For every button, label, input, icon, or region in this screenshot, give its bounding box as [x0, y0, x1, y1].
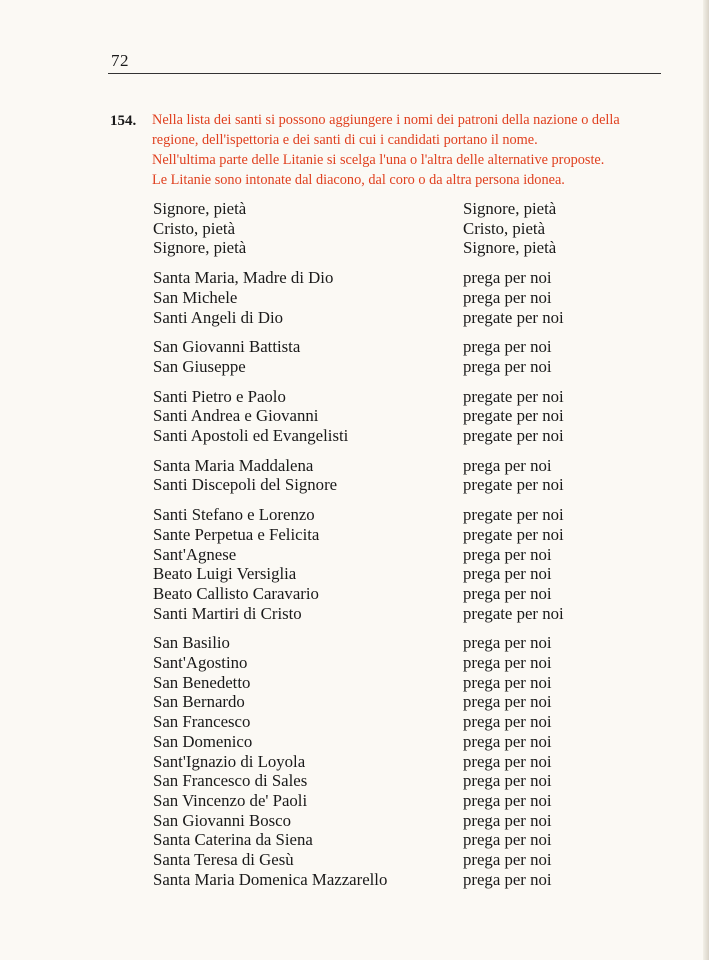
litany-row	[153, 692, 633, 712]
response-text: prega per noi	[463, 850, 552, 870]
rubric-line: Nella lista dei santi si possono aggiungere i nomi dei patroni della nazione o della	[152, 112, 620, 128]
response-text: prega per noi	[463, 633, 552, 653]
response-text: pregate per noi	[463, 386, 564, 406]
response-text: prega per noi	[463, 672, 552, 692]
invocation-text: Beato Luigi Versiglia	[153, 564, 297, 584]
invocation-text: San Giovanni Bosco	[153, 810, 291, 830]
response-text: pregate per noi	[463, 307, 564, 327]
response-text: prega per noi	[463, 356, 552, 376]
litany-row	[153, 633, 633, 653]
litany-row	[153, 584, 633, 604]
invocation-text: Santa Maria Domenica Mazzarello	[153, 869, 388, 889]
section-number: 154.	[110, 113, 137, 129]
litany-row	[153, 673, 633, 693]
litany-row	[153, 475, 633, 495]
invocation-text: Sant'Agostino	[153, 653, 248, 673]
response-text: Signore, pietà	[463, 238, 557, 258]
response-text: prega per noi	[463, 810, 552, 830]
invocation-text: Santi Stefano e Lorenzo	[153, 505, 315, 525]
litany-row	[153, 505, 633, 525]
invocation-text: Santi Andrea e Giovanni	[153, 406, 319, 426]
invocation-text: San Giovanni Battista	[153, 337, 301, 357]
response-text: pregate per noi	[463, 505, 564, 525]
litany-row	[153, 337, 633, 357]
litany-row	[153, 268, 633, 288]
litany-row	[153, 791, 633, 811]
invocation-text: Sante Perpetua e Felicita	[153, 524, 320, 544]
litany-row	[153, 357, 633, 377]
response-text: prega per noi	[463, 583, 552, 603]
response-text: prega per noi	[463, 564, 552, 584]
litany-row	[153, 653, 633, 673]
litany-row	[153, 545, 633, 565]
response-text: Signore, pietà	[463, 199, 557, 218]
rubric	[152, 110, 667, 190]
litany-group	[153, 633, 633, 889]
response-text: prega per noi	[463, 337, 552, 357]
litany-row	[153, 426, 633, 446]
response-text: prega per noi	[463, 692, 552, 712]
rubric-line: Nell'ultima parte delle Litanie si scelga l'una o l'altra delle alternative proposte.	[152, 152, 605, 168]
invocation-text: Signore, pietà	[153, 238, 247, 258]
invocation-text: Santi Apostoli ed Evangelisti	[153, 426, 349, 446]
response-text: pregate per noi	[463, 524, 564, 544]
response-text: prega per noi	[463, 830, 552, 850]
response-text: prega per noi	[463, 455, 552, 475]
response-text: prega per noi	[463, 287, 552, 307]
litany-row	[153, 288, 633, 308]
invocation-text: Santi Pietro e Paolo	[153, 386, 286, 406]
invocation-text: San Francesco di Sales	[153, 771, 308, 791]
invocation-text: Santa Teresa di Gesù	[153, 850, 294, 870]
response-text: prega per noi	[463, 771, 552, 791]
litany-row	[153, 732, 633, 752]
response-text: prega per noi	[463, 869, 552, 889]
rubric-line: Le Litanie sono intonate dal diacono, dal coro o da altra persona idonea.	[152, 172, 565, 188]
invocation-text: Santa Maria Maddalena	[153, 455, 314, 475]
litany-row	[153, 604, 633, 624]
header-rule	[108, 73, 661, 74]
response-text: prega per noi	[463, 751, 552, 771]
invocation-text: San Vincenzo de' Paoli	[153, 790, 308, 810]
invocation-text: San Basilio	[153, 633, 230, 653]
invocation-text: Santi Angeli di Dio	[153, 307, 284, 327]
response-text: prega per noi	[463, 712, 552, 732]
invocation-text: San Francesco	[153, 712, 251, 732]
litany-row	[153, 712, 633, 732]
invocation-text: San Bernardo	[153, 692, 245, 712]
litany-group	[153, 456, 633, 495]
rubric-line: regione, dell'ispettoria e dei santi di cui i candidati portano il nome.	[152, 132, 538, 148]
litany-row	[153, 811, 633, 831]
response-text: pregate per noi	[463, 426, 564, 446]
litany-group	[153, 387, 633, 446]
invocation-text: Santi Discepoli del Signore	[153, 475, 338, 495]
invocation-text: Cristo, pietà	[153, 218, 236, 238]
litany-group	[153, 199, 633, 258]
invocation-text: Sant'Agnese	[153, 544, 237, 564]
litany-list	[153, 199, 633, 900]
response-text: pregate per noi	[463, 475, 564, 495]
invocation-text: Signore, pietà	[153, 199, 247, 218]
response-text: pregate per noi	[463, 406, 564, 426]
response-text: pregate per noi	[463, 603, 564, 623]
invocation-text: Santi Martiri di Cristo	[153, 603, 302, 623]
litany-row	[153, 456, 633, 476]
litany-row	[153, 564, 633, 584]
litany-row	[153, 219, 633, 239]
invocation-text: Beato Callisto Caravario	[153, 583, 319, 603]
invocation-text: San Benedetto	[153, 672, 251, 692]
response-text: prega per noi	[463, 544, 552, 564]
invocation-text: Santa Maria, Madre di Dio	[153, 268, 334, 288]
invocation-text: Santa Caterina da Siena	[153, 830, 313, 850]
litany-row	[153, 525, 633, 545]
litany-group	[153, 505, 633, 623]
response-text: Cristo, pietà	[463, 218, 546, 238]
response-text: prega per noi	[463, 653, 552, 673]
response-text: prega per noi	[463, 790, 552, 810]
litany-row	[153, 406, 633, 426]
invocation-text: Sant'Ignazio di Loyola	[153, 751, 306, 771]
litany-row	[153, 199, 633, 219]
litany-row	[153, 830, 633, 850]
litany-row	[153, 238, 633, 258]
page-edge	[703, 0, 709, 960]
response-text: prega per noi	[463, 268, 552, 288]
invocation-text: San Giuseppe	[153, 356, 246, 376]
litany-row	[153, 850, 633, 870]
invocation-text: San Domenico	[153, 731, 253, 751]
litany-group	[153, 268, 633, 327]
litany-row	[153, 308, 633, 328]
response-text: prega per noi	[463, 731, 552, 751]
page-number: 72	[111, 51, 129, 70]
litany-row	[153, 752, 633, 772]
litany-row	[153, 387, 633, 407]
invocation-text: San Michele	[153, 287, 238, 307]
litany-row	[153, 870, 633, 890]
litany-group	[153, 337, 633, 376]
litany-row	[153, 771, 633, 791]
